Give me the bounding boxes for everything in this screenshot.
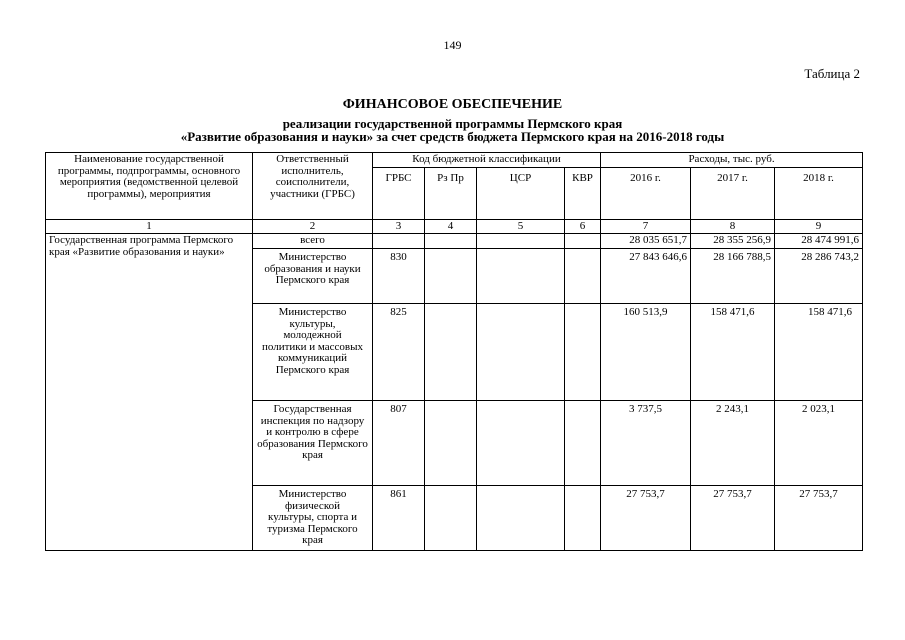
header-2017: 2017 г.: [691, 167, 775, 219]
expense-2017-cell: 28 355 256,9: [691, 234, 775, 249]
column-number: 1: [46, 219, 253, 234]
kvr-cell: [565, 486, 601, 551]
document-subtitle: [0, 117, 905, 143]
expense-2018-cell: 158 471,6: [775, 304, 863, 401]
header-kvr: КВР: [565, 167, 601, 219]
header-2018: 2018 г.: [775, 167, 863, 219]
rzpr-cell: [425, 249, 477, 304]
expense-2018-cell: 28 286 743,2: [775, 249, 863, 304]
csr-cell: [477, 234, 565, 249]
column-number: 3: [373, 219, 425, 234]
kvr-cell: [565, 401, 601, 486]
expense-2017-cell: 27 753,7: [691, 486, 775, 551]
rzpr-cell: [425, 486, 477, 551]
header-budget-code: Код бюджетной классификации: [373, 153, 601, 168]
header-grbs: ГРБС: [373, 167, 425, 219]
expense-2016-cell: 27 753,7: [601, 486, 691, 551]
column-number-row: [46, 219, 863, 234]
subtitle-line-2: «Развитие образования и науки» за счет средств бюджета Пермского края на 2016-2018 годы: [180, 129, 725, 144]
grbs-cell: [373, 234, 425, 249]
kvr-cell: [565, 249, 601, 304]
header-csr: ЦСР: [477, 167, 565, 219]
rzpr-cell: [425, 401, 477, 486]
column-number: 5: [477, 219, 565, 234]
header-2016: 2016 г.: [601, 167, 691, 219]
expense-2018-cell: 27 753,7: [775, 486, 863, 551]
expense-2016-cell: 3 737,5: [601, 401, 691, 486]
csr-cell: [477, 486, 565, 551]
grbs-cell: 861: [373, 486, 425, 551]
expense-2016-cell: 160 513,9: [601, 304, 691, 401]
kvr-cell: [565, 304, 601, 401]
csr-cell: [477, 401, 565, 486]
document-title: ФИНАНСОВОЕ ОБЕСПЕЧЕНИЕ: [342, 97, 563, 112]
csr-cell: [477, 249, 565, 304]
header-rzpr: Рз Пр: [425, 167, 477, 219]
csr-cell: [477, 304, 565, 401]
header-expenses: Расходы, тыс. руб.: [601, 153, 863, 168]
expense-2018-cell: 2 023,1: [775, 401, 863, 486]
grbs-cell: 830: [373, 249, 425, 304]
expense-2017-cell: 2 243,1: [691, 401, 775, 486]
expense-2017-cell: 28 166 788,5: [691, 249, 775, 304]
executor-cell: Государственная инспекция по надзору и контролю в сфере образования Пермского края: [253, 401, 373, 486]
header-row-1: [46, 153, 863, 168]
grbs-cell: 825: [373, 304, 425, 401]
page-number: 149: [443, 38, 462, 52]
column-number: 9: [775, 219, 863, 234]
column-number: 4: [425, 219, 477, 234]
expense-2017-cell: 158 471,6: [691, 304, 775, 401]
table-row: [46, 234, 863, 249]
executor-cell: Министерство образования и науки Пермского края: [253, 249, 373, 304]
table-label: Таблица 2: [804, 66, 860, 81]
subtitle-line-1: реализации государственной программы Пермского края: [282, 116, 623, 131]
executor-cell: Министерство физической культуры, спорта и туризма Пермского края: [253, 486, 373, 551]
column-number: 2: [253, 219, 373, 234]
header-executor: Ответственный исполнитель, соисполнители, участники (ГРБС): [253, 153, 373, 220]
expense-2016-cell: 28 035 651,7: [601, 234, 691, 249]
executor-cell: Министерство культуры, молодежной политики и массовых коммуникаций Пермского края: [253, 304, 373, 401]
program-name: Государственная программа Пермского края «Развитие образования и науки»: [46, 234, 253, 551]
financing-table: [45, 152, 863, 551]
expense-2018-cell: 28 474 991,6: [775, 234, 863, 249]
column-number: 7: [601, 219, 691, 234]
column-number: 8: [691, 219, 775, 234]
kvr-cell: [565, 234, 601, 249]
grbs-cell: 807: [373, 401, 425, 486]
executor-cell: всего: [253, 234, 373, 249]
header-name: Наименование государственной программы, подпрограммы, основного мероприятия (ведомственной целевой программы), мероприятия: [46, 153, 253, 220]
rzpr-cell: [425, 234, 477, 249]
rzpr-cell: [425, 304, 477, 401]
expense-2016-cell: 27 843 646,6: [601, 249, 691, 304]
column-number: 6: [565, 219, 601, 234]
